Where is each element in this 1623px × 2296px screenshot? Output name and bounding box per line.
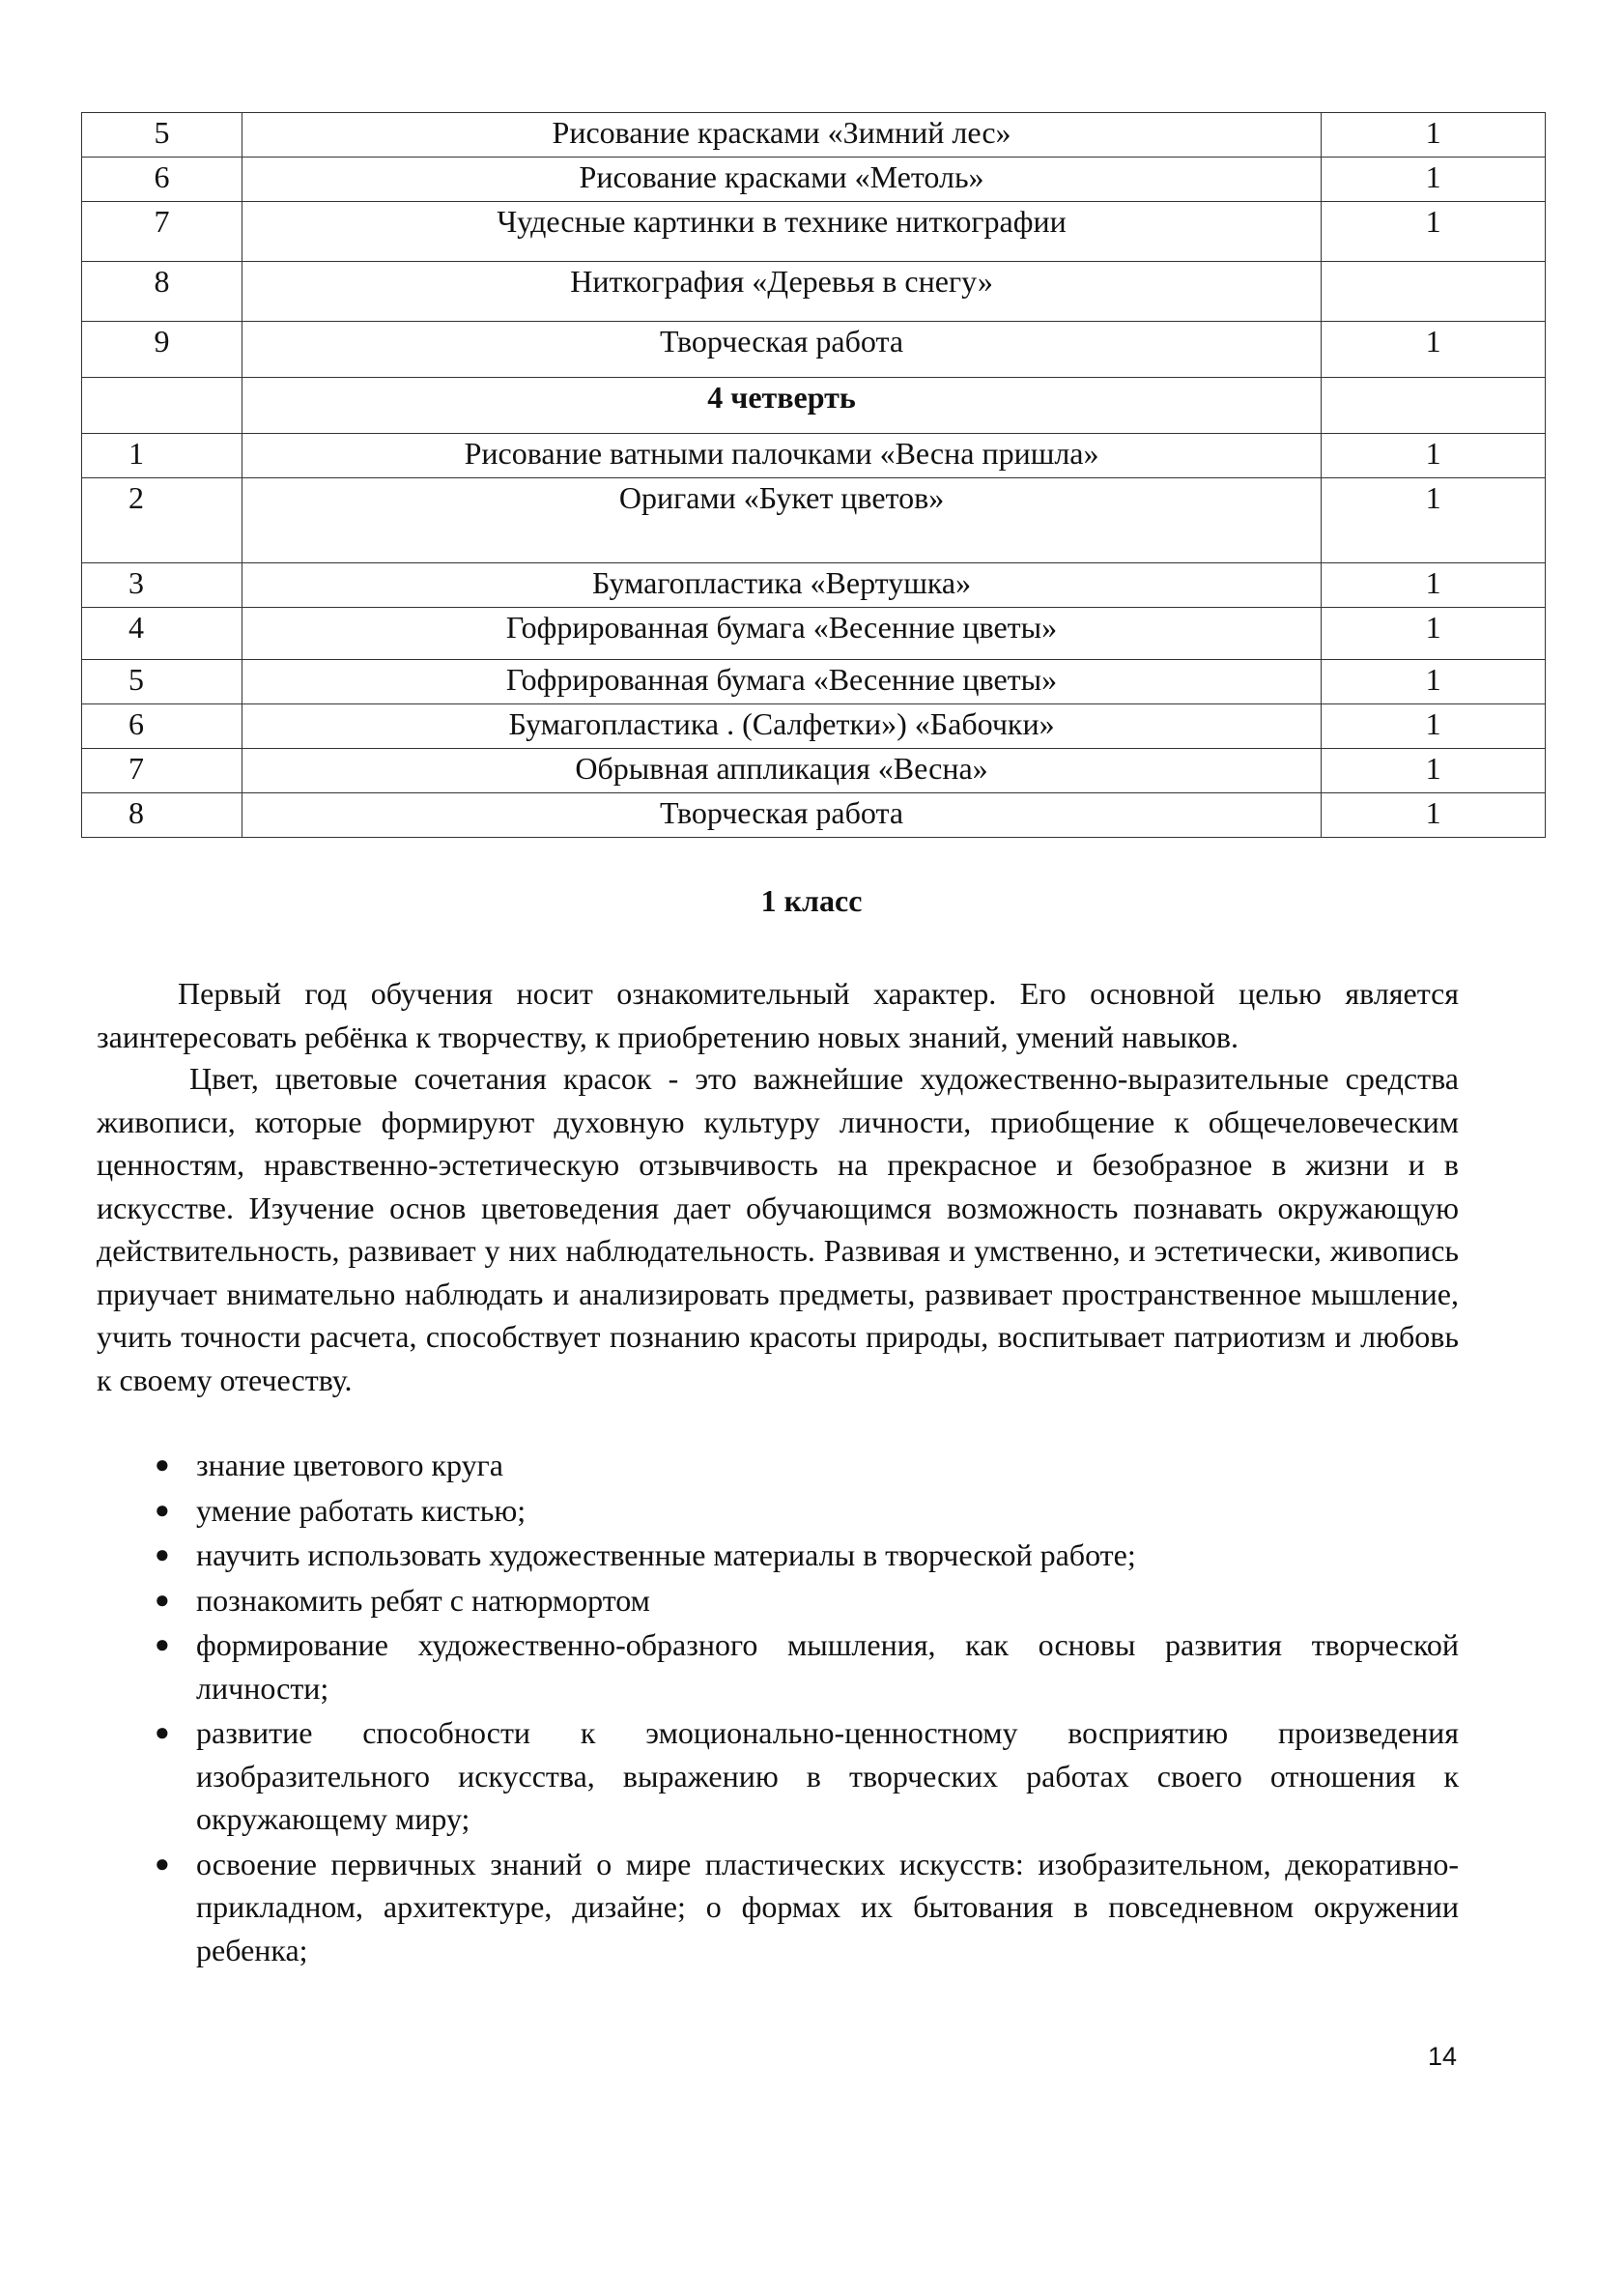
- lesson-title-cell: Чудесные картинки в технике ниткографии: [242, 202, 1321, 262]
- lesson-number-cell: 4: [82, 608, 242, 660]
- quarter-title-cell: 4 четверть: [242, 378, 1321, 434]
- lesson-hours-cell: 1: [1322, 202, 1546, 262]
- list-item: [97, 1579, 1459, 1622]
- lesson-hours-cell: 1: [1322, 478, 1546, 563]
- lesson-title-cell: Оригами «Букет цветов»: [242, 478, 1321, 563]
- bullet-icon: ●: [155, 1450, 170, 1478]
- list-item: [97, 1843, 1459, 1972]
- lesson-title-cell: Бумагопластика . (Салфетки») «Бабочки»: [242, 704, 1321, 749]
- bullet-icon: ●: [155, 1718, 170, 1746]
- bullet-icon: ●: [155, 1849, 170, 1878]
- goals-list: [97, 1444, 1459, 1973]
- lesson-hours-cell: 1: [1322, 434, 1546, 478]
- lesson-title-cell: Гофрированная бумага «Весенние цветы»: [242, 660, 1321, 704]
- lesson-number-cell: [82, 378, 242, 434]
- lesson-title-cell: Творческая работа: [242, 322, 1321, 378]
- lesson-hours-cell: 1: [1322, 793, 1546, 838]
- list-item-text: умение работать кистью;: [196, 1492, 527, 1528]
- lesson-number-cell: 5: [82, 660, 242, 704]
- list-item-text: освоение первичных знаний о мире пластических искусств: изобразительном, декоративно-прикладном, архитектуре, дизайне; о формах их бытования в повседневном окружении ребенка;: [196, 1846, 1459, 1967]
- list-item-text: знание цветового круга: [196, 1448, 503, 1482]
- lesson-hours-cell: 1: [1322, 563, 1546, 608]
- lesson-hours-cell: [1322, 262, 1546, 322]
- list-item: [97, 1444, 1459, 1487]
- bullet-icon: ●: [155, 1540, 170, 1568]
- lesson-number-cell: 1: [82, 434, 242, 478]
- lesson-hours-cell: 1: [1322, 158, 1546, 202]
- lesson-title-cell: Рисование красками «Метоль»: [242, 158, 1321, 202]
- color-science-paragraph: Цвет, цветовые сочетания красок - это важнейшие художественно-выразительные средства живописи, которые формируют духовную культуру личности, приобщение к общечеловеческим ценностям, нравственно-эстетическую отзывчивость на прекрасное и безобразное в жизни и в искусстве. Изучение основ цветоведения дает обучающимся возможность познавать окружающую действительность, развивает у них наблюдательность. Развивая и умственно, и эстетически, живопись приучает внимательно наблюдать и анализировать предметы, развивает пространственное мышление, учить точности расчета, способствует познанию красоты природы, воспитывает патриотизм и любовь к своему отечеству.: [97, 1061, 1459, 1397]
- section-title: 1 класс: [760, 883, 863, 918]
- lesson-hours-cell: 1: [1322, 704, 1546, 749]
- table-row: [82, 478, 1546, 563]
- table-row: [82, 563, 1546, 608]
- lesson-number-cell: 3: [82, 563, 242, 608]
- lesson-number-cell: 2: [82, 478, 242, 563]
- lesson-title-cell: Творческая работа: [242, 793, 1321, 838]
- intro-paragraph: Первый год обучения носит ознакомительный характер. Его основной целью является заинтересовать ребёнка к творчеству, к приобретению новых знаний, умений навыков.: [97, 976, 1459, 1054]
- quarter-header-row: [82, 378, 1546, 434]
- list-item-text: познакомить ребят с натюрмортом: [196, 1582, 650, 1618]
- lesson-number-cell: 5: [82, 113, 242, 158]
- lesson-plan-body: [82, 113, 1546, 838]
- list-item: [97, 1489, 1459, 1533]
- bullet-icon: ●: [155, 1585, 170, 1614]
- list-item: [97, 1623, 1459, 1709]
- page-number: 14: [1428, 2042, 1458, 2071]
- list-item-text: формирование художественно-образного мышления, как основы развития творческой личности;: [196, 1627, 1459, 1706]
- lesson-hours-cell: 1: [1322, 608, 1546, 660]
- lesson-title-cell: Ниткография «Деревья в снегу»: [242, 262, 1321, 322]
- table-row: [82, 113, 1546, 158]
- lesson-number-cell: 9: [82, 322, 242, 378]
- table-row: [82, 262, 1546, 322]
- table-row: [82, 793, 1546, 838]
- bullet-icon: ●: [155, 1495, 170, 1524]
- lesson-number-cell: 6: [82, 704, 242, 749]
- lesson-title-cell: Рисование ватными палочками «Весна пришла»: [242, 434, 1321, 478]
- list-item-text: развитие способности к эмоционально-ценностному восприятию произведения изобразительного искусства, выражению в творческих работах своего отношения к окружающему миру;: [196, 1715, 1459, 1836]
- table-row: [82, 660, 1546, 704]
- lesson-number-cell: 7: [82, 749, 242, 793]
- lesson-hours-cell: 1: [1322, 660, 1546, 704]
- lesson-title-cell: Рисование красками «Зимний лес»: [242, 113, 1321, 158]
- list-item: [97, 1534, 1459, 1577]
- lesson-title-cell: Бумагопластика «Вертушка»: [242, 563, 1321, 608]
- table-row: [82, 158, 1546, 202]
- table-row: [82, 322, 1546, 378]
- lesson-hours-cell: 1: [1322, 322, 1546, 378]
- lesson-hours-cell: 1: [1322, 113, 1546, 158]
- lesson-number-cell: 7: [82, 202, 242, 262]
- lesson-hours-cell: 1: [1322, 749, 1546, 793]
- lesson-number-cell: 6: [82, 158, 242, 202]
- lesson-number-cell: 8: [82, 262, 242, 322]
- bullet-icon: ●: [155, 1630, 170, 1658]
- lesson-hours-cell: [1322, 378, 1546, 434]
- table-row: [82, 704, 1546, 749]
- lesson-title-cell: Обрывная аппликация «Весна»: [242, 749, 1321, 793]
- lesson-plan-table: [81, 112, 1546, 838]
- table-row: [82, 202, 1546, 262]
- list-item-text: научить использовать художественные материалы в творческой работе;: [196, 1537, 1136, 1572]
- lesson-number-cell: 8: [82, 793, 242, 838]
- lesson-title-cell: Гофрированная бумага «Весенние цветы»: [242, 608, 1321, 660]
- table-row: [82, 434, 1546, 478]
- table-row: [82, 608, 1546, 660]
- table-row: [82, 749, 1546, 793]
- list-item: [97, 1711, 1459, 1841]
